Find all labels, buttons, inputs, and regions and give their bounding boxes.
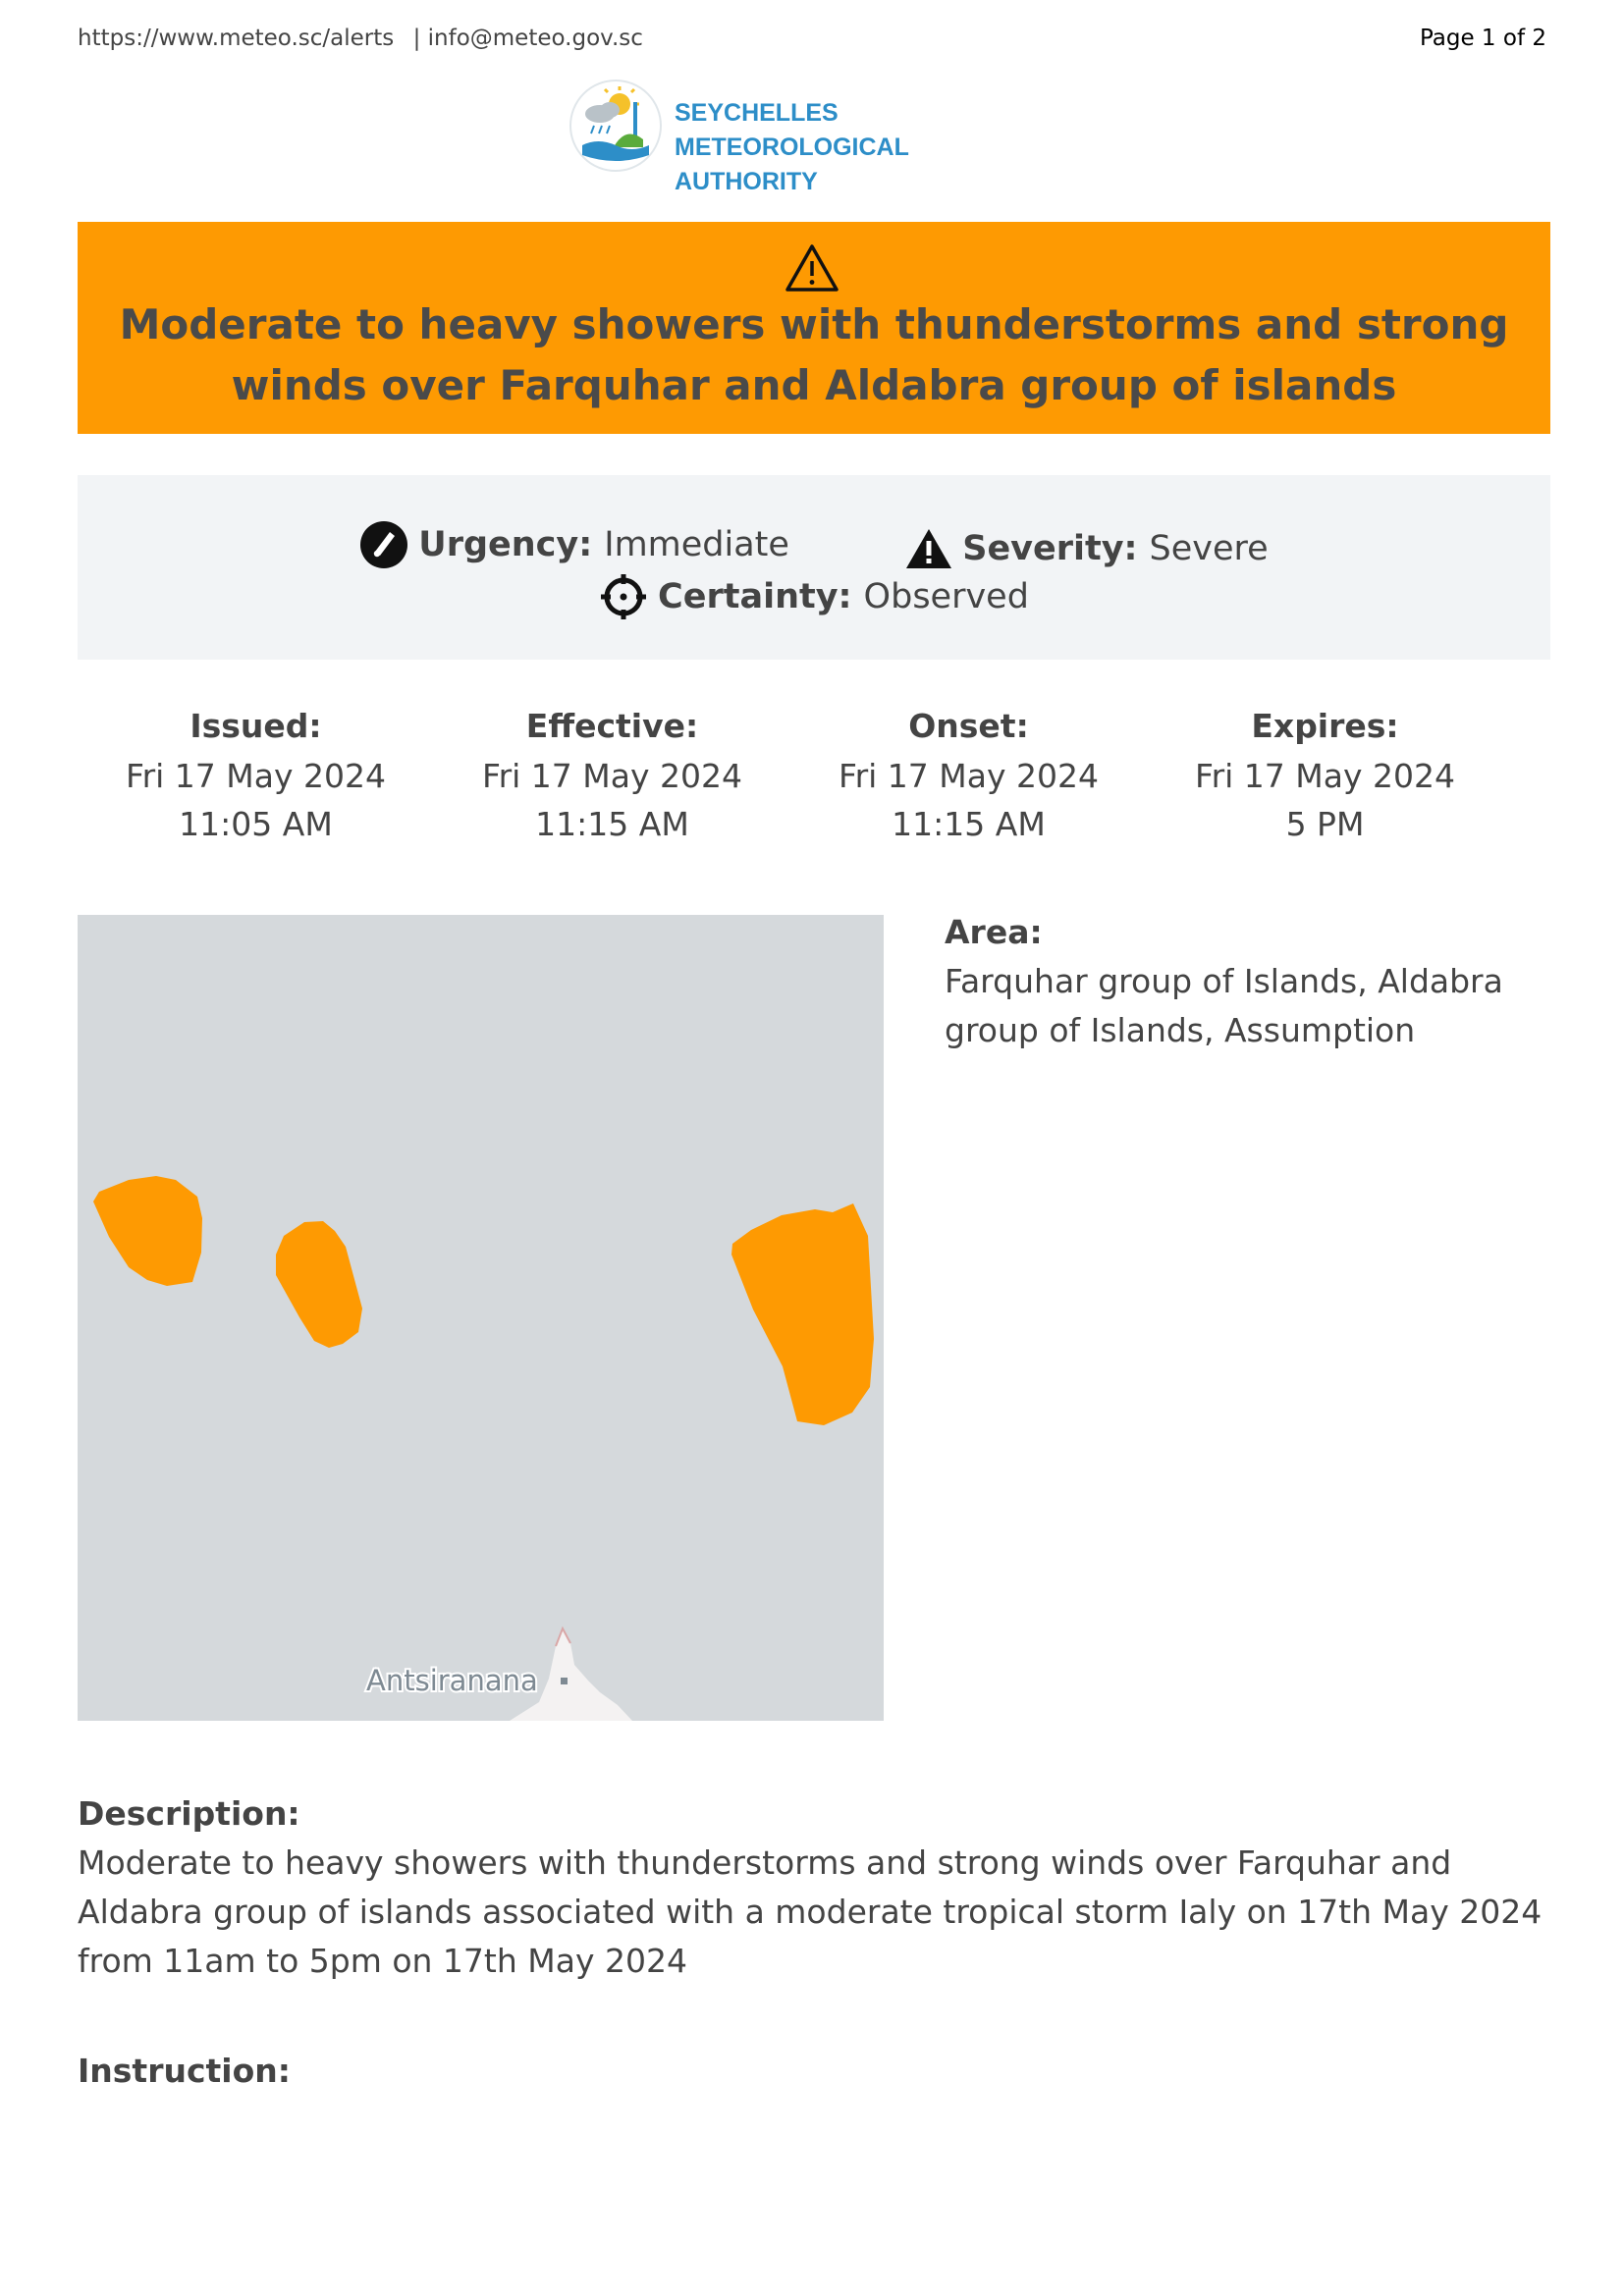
alert-polygon-central [276, 1221, 362, 1348]
description-text: Moderate to heavy showers with thunderstorms and strong winds over Farquhar and Aldabra group of islands associated with a moderate tropical storm Ialy on 17th May 2024 from 11am to 5pm on 17th May 2024 [78, 1843, 1543, 1980]
alert-polygon-east [731, 1203, 874, 1425]
onset-label: Onset: [908, 707, 1029, 745]
certainty-icon [599, 572, 648, 621]
header-contact [78, 26, 643, 51]
description-section [78, 1789, 1550, 1986]
header-separator: | [412, 26, 421, 51]
alert-banner [78, 222, 1550, 434]
severity-icon [905, 528, 952, 569]
urgency-item [359, 520, 789, 569]
issued-column [78, 701, 434, 848]
issued-date: Fri 17 May 2024 [126, 757, 386, 795]
effective-label: Effective: [525, 707, 699, 745]
header-url-link[interactable]: https://www.meteo.sc/alerts [78, 26, 395, 51]
severity-value: Severe [1149, 529, 1269, 568]
onset-column [790, 701, 1147, 848]
logo-line-2: AUTHORITY [675, 168, 818, 195]
certainty-value: Observed [863, 577, 1029, 616]
header-email-link[interactable]: info@meteo.gov.sc [427, 26, 643, 51]
map-place-label: Antsiranana [366, 1664, 538, 1697]
warning-icon [785, 243, 839, 293]
urgency-icon [359, 520, 408, 569]
severity-label: Severity: [962, 529, 1138, 568]
certainty-label: Certainty: [658, 577, 852, 616]
map-canvas [78, 915, 884, 1721]
issued-time: 11:05 AM [179, 805, 333, 843]
alert-area-map[interactable] [78, 915, 884, 1721]
instruction-section [78, 2047, 291, 2096]
sma-logo [565, 75, 1075, 195]
severity-item [905, 528, 1268, 569]
logo-line-1: SEYCHELLES METEOROLOGICAL [675, 99, 909, 161]
expires-date: Fri 17 May 2024 [1195, 757, 1455, 795]
urgency-value: Immediate [604, 525, 789, 564]
city-marker-icon [561, 1678, 568, 1684]
effective-time: 11:15 AM [535, 805, 689, 843]
urgency-label: Urgency: [418, 525, 593, 564]
description-label: Description: [78, 1794, 300, 1833]
page-number: Page 1 of 2 [1419, 26, 1546, 51]
instruction-label: Instruction: [78, 2052, 291, 2090]
issued-label: Issued: [189, 707, 322, 745]
onset-date: Fri 17 May 2024 [839, 757, 1099, 795]
onset-time: 11:15 AM [892, 805, 1046, 843]
sma-emblem-icon [565, 75, 667, 177]
certainty-item [599, 572, 1029, 621]
alert-title: Moderate to heavy showers with thunderstorms and strong winds over Farquhar and Aldabra group of islands [119, 300, 1509, 409]
area-section [945, 908, 1534, 1055]
alert-meta-panel [78, 475, 1550, 660]
area-text: Farquhar group of Islands, Aldabra group of Islands, Assumption [945, 962, 1503, 1049]
area-label: Area: [945, 913, 1043, 951]
expires-time: 5 PM [1285, 805, 1365, 843]
alert-polygon-west [93, 1176, 202, 1286]
effective-column [434, 701, 790, 848]
effective-date: Fri 17 May 2024 [482, 757, 742, 795]
expires-column [1147, 701, 1503, 848]
expires-label: Expires: [1251, 707, 1399, 745]
